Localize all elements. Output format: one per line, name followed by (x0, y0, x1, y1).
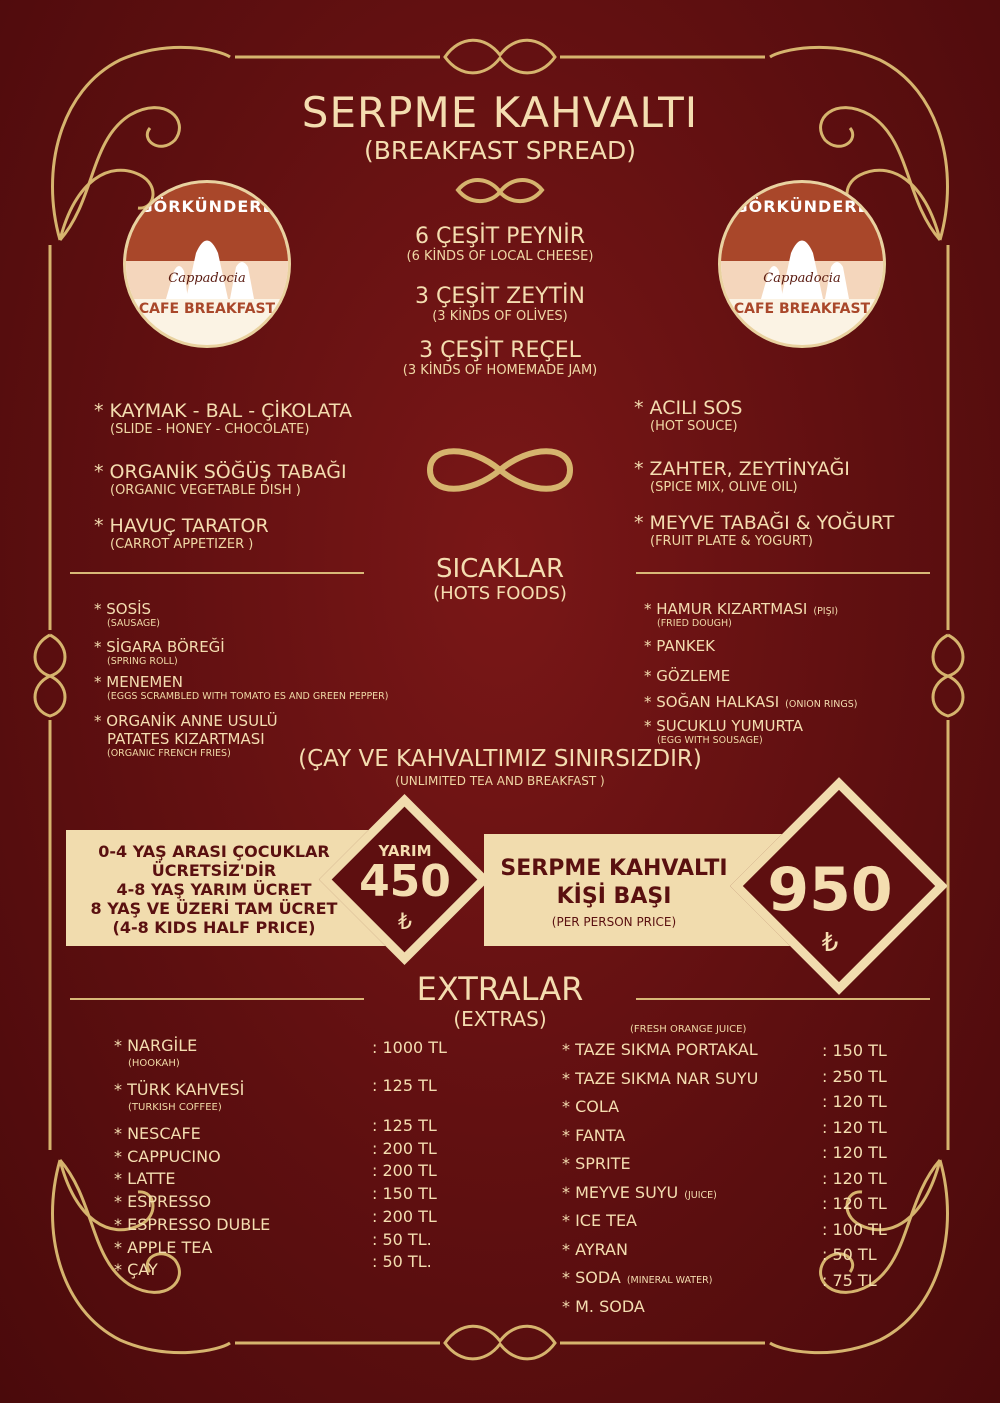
extras-list-right (562, 1037, 764, 1322)
logo-name: GÖRKÜNDERE (139, 197, 275, 216)
divider (70, 572, 364, 574)
list-item: * SODA (MINERAL WATER) (562, 1268, 713, 1287)
price: : 1000 TL (372, 1038, 447, 1057)
list-item: * ESPRESSO (114, 1192, 212, 1212)
list-item: * FANTA (562, 1125, 626, 1145)
extras-subtitle: (EXTRAS) (453, 1007, 547, 1031)
logo-town: Cappadocia (168, 271, 246, 286)
orange-juice-note: (FRESH ORANGE JUICE) (630, 1024, 747, 1035)
currency-symbol: ₺ (398, 910, 412, 935)
list-item: * MEYVE TABAĞI & YOĞURT (FRUIT PLATE & YOGURT) (634, 512, 895, 549)
page-subtitle: (BREAKFAST SPREAD) (363, 136, 637, 165)
list-item: * NESCAFE (114, 1124, 201, 1143)
list-item: * ORGANİK ANNE USULÜ PATATES KIZARTMASI (ORGANIC FRENCH FRIES) (94, 712, 278, 759)
price: : 120 TL (822, 1194, 887, 1213)
list-item: * SOSİS (SAUSAGE) (94, 600, 160, 629)
list-item: * CAPPUCINO (114, 1146, 221, 1166)
unlimited-subtitle: (UNLIMITED TEA AND BREAKFAST ) (395, 774, 605, 788)
adult-info: SERPME KAHVALTI KİŞİ BAŞI (PER PERSON PRICE) (500, 856, 728, 929)
list-item: * M. SODA (562, 1296, 645, 1316)
list-item: * MENEMEN (EGGS SCRAMBLED WITH TOMATO ES AND GREEN PEPPER) (94, 673, 389, 702)
list-item: * KAYMAK - BAL - ÇİKOLATA (SLIDE - HONEY - CHOCOLATE) (94, 400, 353, 437)
list-item: * APPLE TEA (114, 1237, 213, 1257)
list-item: * LATTE (114, 1169, 176, 1189)
price: : 150 TL (372, 1184, 437, 1204)
list-item: * SOĞAN HALKASI (ONION RINGS) (644, 693, 858, 711)
price: : 50 TL (822, 1245, 877, 1264)
list-item: * GÖZLEME (644, 667, 731, 685)
list-item: * TAZE SIKMA PORTAKAL (562, 1040, 758, 1059)
list-item: * TAZE SIKMA NAR SUYU (562, 1068, 759, 1088)
hot-title: SICAKLAR (435, 554, 565, 584)
extras-prices-left (372, 1115, 437, 1274)
list-item: * COLA (562, 1097, 620, 1116)
list-item: * SPRITE (562, 1154, 631, 1173)
list-item: * ZAHTER, ZEYTİNYAĞI (SPICE MIX, OLIVE OIL) (634, 458, 850, 495)
extras-prices-right (822, 1038, 887, 1293)
cafe-logo-right (718, 180, 886, 348)
price: : 120 TL (822, 1143, 887, 1162)
price: : 100 TL (822, 1219, 887, 1239)
badge-label: YARIM (378, 842, 432, 860)
price: : 120 TL (822, 1117, 887, 1137)
price: : 200 TL (372, 1206, 437, 1226)
price: : 200 TL (372, 1138, 437, 1158)
extras-list-left (114, 1123, 270, 1282)
kids-info: 0-4 YAŞ ARASI ÇOCUKLAR ÜCRETSİZ'DİR 4-8 YAŞ YARIM ÜCRET 8 YAŞ VE ÜZERİ TAM ÜCRET (4-8 KIDS HALF PRICE) (90, 842, 338, 937)
list-item: * PANKEK (644, 637, 715, 655)
page-title: SERPME KAHVALTI (301, 88, 699, 137)
list-item: * ORGANİK SÖĞÜŞ TABAĞI (ORGANIC VEGETABLE DISH ) (94, 461, 347, 498)
extras-title: EXTRALAR (416, 970, 584, 1008)
divider (636, 572, 930, 574)
price: : 50 TL. (372, 1229, 432, 1249)
price: : 120 TL (822, 1092, 887, 1111)
list-item: * ICE TEA (562, 1211, 637, 1230)
price: : 120 TL (822, 1168, 887, 1188)
list-item: * HAVUÇ TARATOR (CARROT APPETIZER ) (94, 515, 269, 552)
logo-tagline: CAFE BREAKFAST (733, 301, 871, 317)
unlimited-title: (ÇAY VE KAHVALTIMIZ SINIRSIZDIR) (298, 746, 702, 772)
list-item: * HAMUR KIZARTMASI (PIŞI) (FRIED DOUGH) (644, 600, 839, 629)
center-item: 6 ÇEŞİT PEYNİR (6 KİNDS OF LOCAL CHEESE) (406, 224, 594, 264)
center-item: 3 ÇEŞİT REÇEL (3 KİNDS OF HOMEMADE JAM) (402, 338, 598, 378)
price: : 250 TL (822, 1066, 887, 1086)
divider (636, 998, 930, 1000)
list-item: * TÜRK KAHVESİ (TURKISH COFFEE) (114, 1080, 245, 1113)
list-item: * SİGARA BÖREĞİ (SPRING ROLL) (94, 638, 225, 667)
price: : 75 TL (822, 1270, 877, 1290)
cafe-logo-left (123, 180, 291, 348)
logo-tagline: CAFE BREAKFAST (138, 301, 276, 317)
logo-name: GÖRKÜNDERE (734, 197, 870, 216)
price: : 125 TL (372, 1076, 437, 1095)
adult-price: 950 (767, 855, 893, 925)
logo-town: Cappadocia (763, 271, 841, 286)
divider (70, 998, 364, 1000)
list-item: * SUCUKLU YUMURTA (EGG WITH SOUSAGE) (644, 717, 804, 746)
price: : 125 TL (372, 1116, 437, 1135)
price: : 200 TL (372, 1161, 437, 1181)
list-item: * ACILI SOS (HOT SOUCE) (634, 397, 743, 434)
price: : 150 TL (822, 1041, 887, 1060)
list-item: * ESPRESSO DUBLE (114, 1214, 271, 1234)
center-item: 3 ÇEŞİT ZEYTİN (3 KİNDS OF OLİVES) (415, 284, 585, 324)
list-item: * AYRAN (562, 1239, 628, 1259)
list-item: * ÇAY (114, 1260, 158, 1280)
list-item: * NARGİLE (HOOKAH) (114, 1036, 198, 1069)
list-item: * MEYVE SUYU (JUICE) (562, 1182, 717, 1202)
price: : 50 TL. (372, 1252, 432, 1272)
currency-symbol: ₺ (821, 928, 839, 958)
hot-subtitle: (HOTS FOODS) (433, 583, 567, 604)
kids-price: 450 (359, 856, 451, 907)
